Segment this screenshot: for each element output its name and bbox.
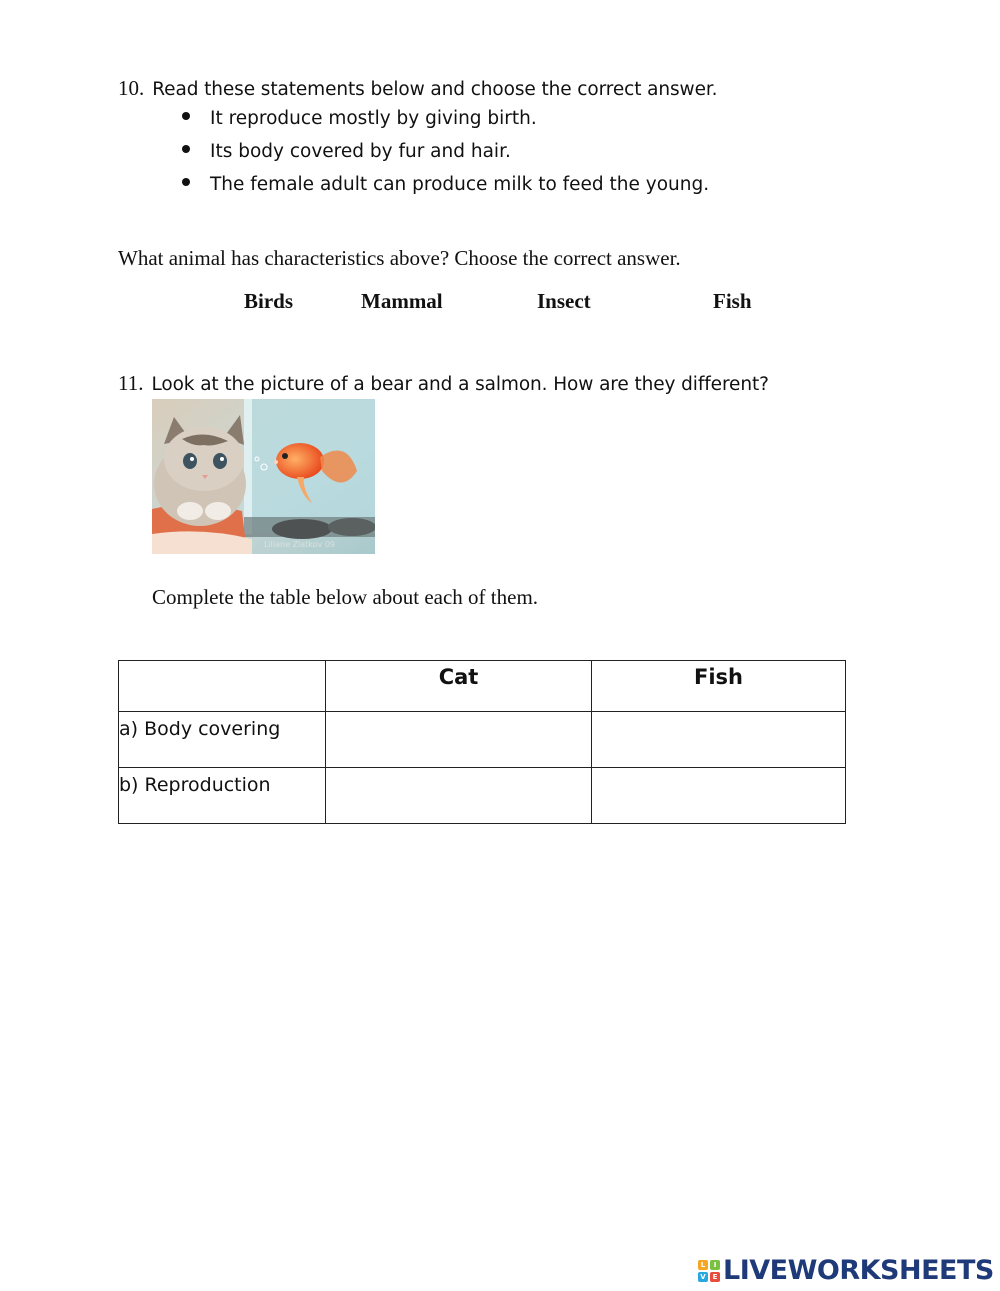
choice-mammal[interactable]: Mammal bbox=[361, 289, 443, 313]
q10-bullet-3 bbox=[182, 174, 709, 195]
logo-mark-icon bbox=[698, 1260, 720, 1282]
logo-letter: V bbox=[698, 1272, 708, 1282]
choice-insect[interactable]: Insect bbox=[537, 289, 591, 313]
row-label-body-covering: a) Body covering bbox=[119, 712, 326, 768]
bullet-text: It reproduce mostly by giving birth. bbox=[210, 108, 537, 129]
q11-prompt: Look at the picture of a bear and a salmon. How are they different? bbox=[151, 374, 769, 395]
image-watermark: Liliane Zlatkov 09 bbox=[264, 540, 336, 549]
choice-fish[interactable]: Fish bbox=[713, 289, 752, 313]
logo-text: LIVEWORKSHEETS bbox=[723, 1255, 994, 1286]
cat-and-fish-image bbox=[152, 399, 375, 554]
answer-cell-cat-reproduction[interactable] bbox=[326, 768, 592, 824]
q10-bullet-1 bbox=[182, 108, 537, 129]
bullet-dot-icon bbox=[182, 178, 190, 186]
q11-prompt-line bbox=[118, 371, 769, 396]
bullet-text: Its body covered by fur and hair. bbox=[210, 141, 511, 162]
q10-prompt-line bbox=[118, 76, 717, 101]
logo-letter: I bbox=[710, 1260, 720, 1270]
q10-prompt: Read these statements below and choose the correct answer. bbox=[152, 79, 718, 100]
table-header-cat: Cat bbox=[326, 661, 592, 712]
answer-cell-cat-body-covering[interactable] bbox=[326, 712, 592, 768]
q10-bullet-2 bbox=[182, 141, 511, 162]
table-header-empty bbox=[119, 661, 326, 712]
q10-question: What animal has characteristics above? Choose the correct answer. bbox=[118, 246, 681, 270]
table-header-row bbox=[119, 661, 846, 712]
table-row bbox=[119, 768, 846, 824]
table-row bbox=[119, 712, 846, 768]
answer-cell-fish-body-covering[interactable] bbox=[592, 712, 846, 768]
bullet-dot-icon bbox=[182, 112, 190, 120]
bullet-text: The female adult can produce milk to feed the young. bbox=[210, 174, 710, 195]
logo-letter: L bbox=[698, 1260, 708, 1270]
logo-letter: E bbox=[710, 1272, 720, 1282]
liveworksheets-logo[interactable] bbox=[698, 1255, 994, 1286]
answer-table bbox=[118, 660, 846, 824]
bullet-dot-icon bbox=[182, 145, 190, 153]
answer-cell-fish-reproduction[interactable] bbox=[592, 768, 846, 824]
row-label-reproduction: b) Reproduction bbox=[119, 768, 326, 824]
q11-instruction: Complete the table below about each of them. bbox=[152, 585, 539, 609]
q11-number: 11. bbox=[118, 371, 144, 395]
choice-birds[interactable]: Birds bbox=[244, 289, 294, 313]
q10-number: 10. bbox=[118, 76, 145, 100]
table-header-fish: Fish bbox=[592, 661, 846, 712]
